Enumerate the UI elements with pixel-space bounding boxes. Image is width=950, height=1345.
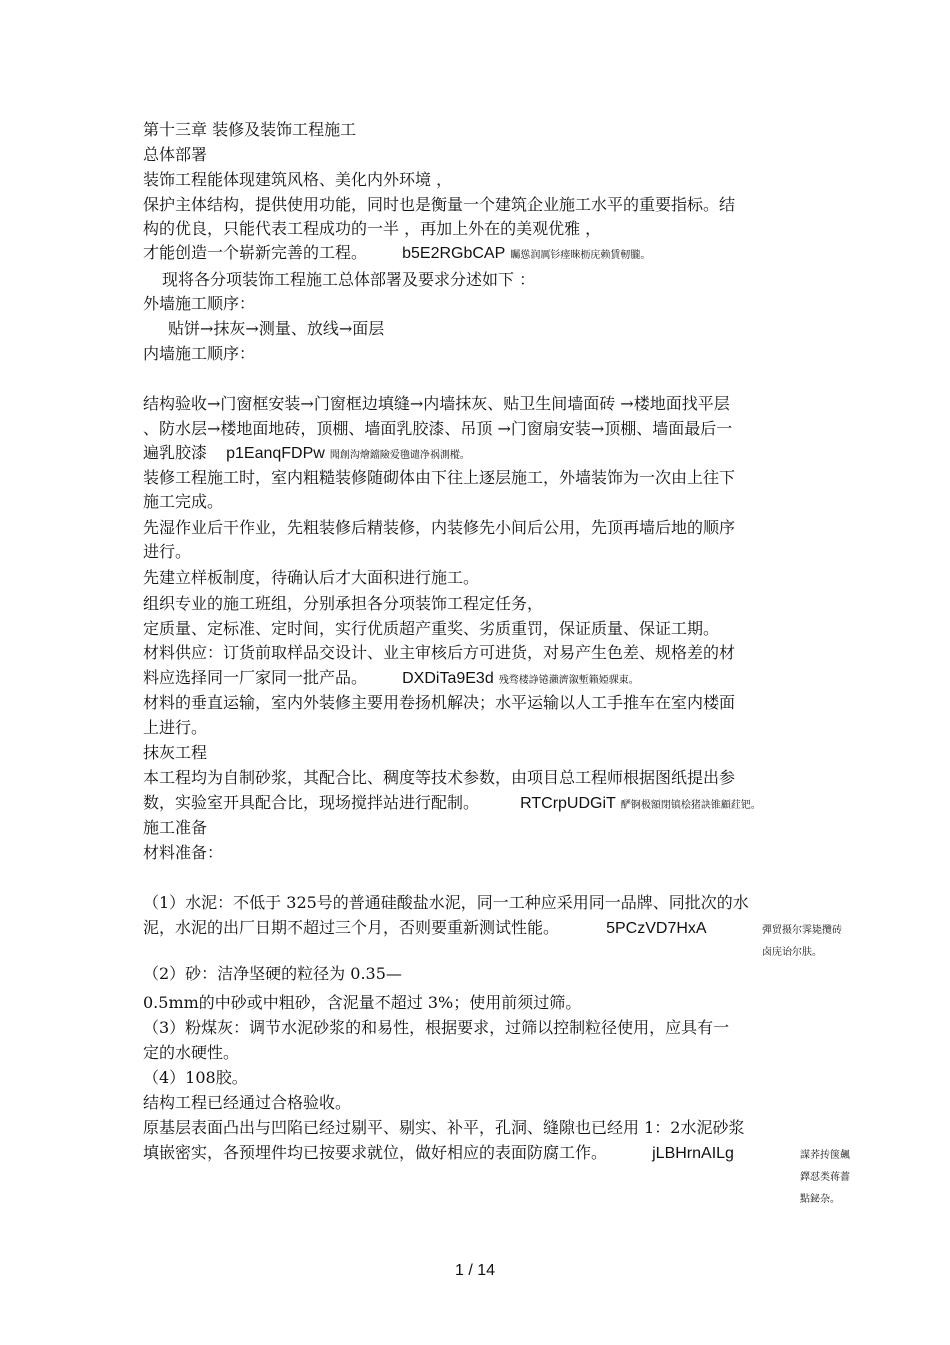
section-heading: 抹灰工程 <box>143 743 208 762</box>
paragraph-line <box>143 443 470 466</box>
paragraph-line: 保护主体结构，提供使用功能，同时也是衡量一个建筑企业施工水平的重要指标。结 <box>143 195 736 214</box>
paragraph-line <box>143 793 761 816</box>
watermark-garble-wrap <box>800 1143 855 1209</box>
watermark-code: b5E2RGbCAP <box>402 245 506 262</box>
paragraph-line: 结构工程已经通过合格验收。 <box>143 1093 352 1112</box>
paragraph-line <box>143 918 707 939</box>
paragraph-line: 进行。 <box>143 542 192 561</box>
paragraph-line: 原基层表面凸出与凹陷已经过剔平、剔实、补平，孔洞、缝隙也已经用 1：2水泥砂浆 <box>143 1118 745 1137</box>
paragraph-line: 装饰工程能体现建筑风格、美化内外环境 ， <box>143 170 453 189</box>
section-heading: 材料准备： <box>143 843 224 862</box>
paragraph-line: 施工完成。 <box>143 492 224 511</box>
paragraph-line: （2）砂：洁净坚硬的粒径为 0.35— <box>143 964 402 983</box>
paragraph-line: （4）108胶。 <box>143 1068 248 1087</box>
watermark-garble: 謀荞抟箧飆鐸怼类蒋薔點鉍杂。 <box>800 1150 850 1205</box>
paragraph-line: 定的水硬性。 <box>143 1043 240 1062</box>
watermark-code: p1EanqFDPw <box>226 445 325 462</box>
line-text: 才能创造一个崭新完善的工程。 <box>143 243 368 262</box>
watermark-garble-wrap <box>762 918 850 962</box>
watermark-garble: 聞創沟燴鐺險爱氇谴净祸測樅。 <box>329 450 470 461</box>
chapter-title: 第十三章 装修及装饰工程施工 <box>143 120 357 139</box>
paragraph-line: 组织专业的施工班组，分别承担各分项装饰工程定任务， <box>143 594 544 613</box>
watermark-garble: 彈贸摄尔霁毙攬砖卤庑诒尔肤。 <box>762 925 842 958</box>
line-text: 料应选择同一厂家同一批产品。 <box>143 668 368 687</box>
paragraph-line: 0.5mm的中砂或中粗砂，含泥量不超过 3%；使用前须过筛。 <box>143 993 582 1012</box>
section-heading: 外墙施工顺序： <box>143 294 256 313</box>
watermark-code: RTCrpUDGiT <box>520 795 616 812</box>
paragraph-line: （3）粉煤灰：调节水泥砂浆的和易性，根据要求，过筛以控制粒径使用，应具有一 <box>143 1018 730 1037</box>
section-heading: 总体部署 <box>143 145 208 164</box>
section-heading: 内墙施工顺序： <box>143 344 256 363</box>
paragraph-line: 现将各分项装饰工程施工总体部署及要求分述如下 ： <box>162 270 536 289</box>
line-text: 填嵌密实，各预埋件均已按要求就位，做好相应的表面防腐工作。 <box>143 1143 608 1162</box>
paragraph-line: 装修工程施工时，室内粗糙装修随砌体由下往上逐层施工，外墙装饰为一次由上往下 <box>143 468 736 487</box>
paragraph-line: （1）水泥：不低于 325号的普通硅酸盐水泥，同一工种应采用同一品牌、同批次的水 <box>143 893 749 912</box>
section-heading: 施工准备 <box>143 818 208 837</box>
watermark-garble: 残骛楼諍锩瀨濟溆塹籟婭骒東。 <box>498 675 639 686</box>
paragraph-line <box>143 668 639 691</box>
paragraph-line: 本工程均为自制砂浆，其配合比、稠度等技术参数，由项目总工程师根据图纸提出参 <box>143 768 736 787</box>
paragraph-line: 、防水层→楼地面地砖，顶棚、墙面乳胶漆、吊顶 →门窗扇安装→顶棚、墙面最后一 <box>143 419 733 438</box>
page-number: 1 / 14 <box>454 1262 496 1279</box>
paragraph-line <box>143 243 650 266</box>
sequence-line: 贴饼→抹灰→测量、放线→面层 <box>168 319 385 338</box>
watermark-code: DXDiTa9E3d <box>402 670 494 687</box>
paragraph-line: 结构验收→门窗框安装→门窗框边填缝→内墙抹灰、贴卫生间墙面砖 →楼地面找平层 <box>143 394 730 413</box>
paragraph-line: 材料的垂直运输，室内外装修主要用卷扬机解决；水平运输以人工手推车在室内楼面 <box>143 693 736 712</box>
line-text: 数，实验室开具配合比，现场搅拌站进行配制。 <box>143 793 480 812</box>
paragraph-line: 构的优良，只能代表工程成功的一半 ，再加上外在的美观优雅 ， <box>143 219 602 238</box>
paragraph-line: 定质量、定标准、定时间，实行优质超产重奖、劣质重罚，保证质量、保证工期。 <box>143 619 720 638</box>
watermark-garble: 酽锕极額閉镇桧猪訣锥顧荭钯。 <box>620 800 761 811</box>
paragraph-line: 先湿作业后干作业，先粗装修后精装修，内装修先小间后公用，先顶再墙后地的顺序 <box>143 518 736 537</box>
line-text: 遍乳胶漆 <box>143 443 208 462</box>
paragraph-line <box>143 1143 734 1164</box>
watermark-code: jLBHrnAILg <box>652 1145 734 1162</box>
paragraph-line: 材料供应：订货前取样品交设计、业主审核后方可进货，对易产生色差、规格差的材 <box>143 643 736 662</box>
watermark-code: 5PCzVD7HxA <box>606 920 707 937</box>
line-text: 泥，水泥的出厂日期不超过三个月，否则要重新测试性能。 <box>143 918 560 937</box>
paragraph-line: 先建立样板制度，待确认后才大面积进行施工。 <box>143 568 480 587</box>
watermark-garble: 矚慫润厲钐瘗睞枥庑赖賃軔朧。 <box>510 250 651 261</box>
paragraph-line: 上进行。 <box>143 718 208 737</box>
